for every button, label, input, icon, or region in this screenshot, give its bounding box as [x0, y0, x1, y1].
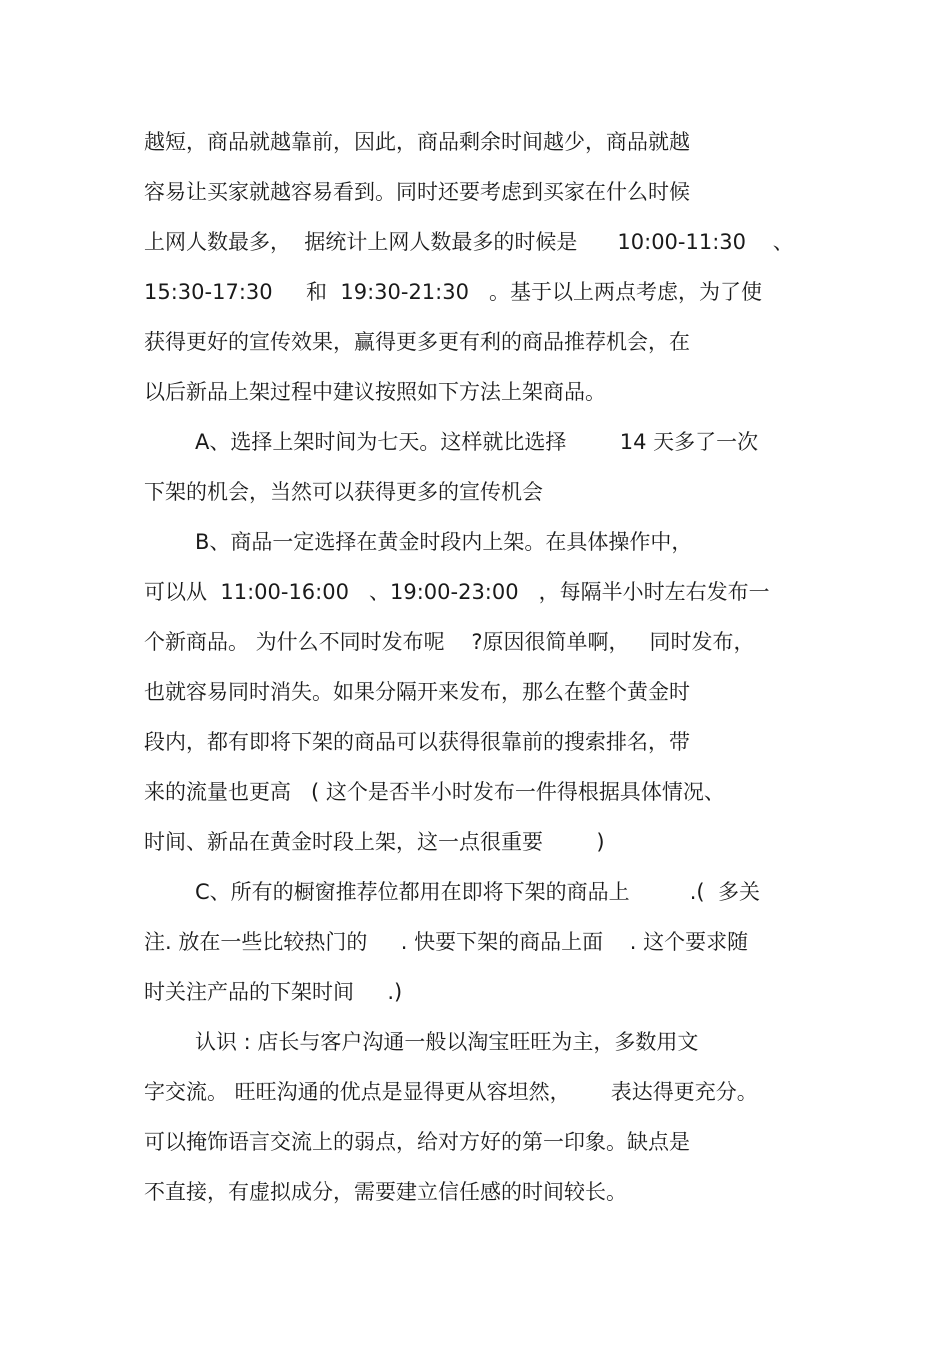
- text-line: 时关注产品的下架时间 .): [144, 980, 403, 1004]
- text-line: 也就容易同时消失。如果分隔开来发布，那么在整个黄金时: [144, 680, 690, 704]
- text-line: 可以掩饰语言交流上的弱点，给对方好的第一印象。缺点是: [144, 1130, 690, 1154]
- text-line: B、商品一定选择在黄金时段内上架。在具体操作中，: [195, 530, 693, 554]
- text-line: 不直接，有虚拟成分，需要建立信任感的时间较长。: [144, 1180, 627, 1204]
- text-line: 获得更好的宣传效果，赢得更多更有利的商品推荐机会，在: [144, 330, 690, 354]
- text-line: A、选择上架时间为七天。这样就比选择 14 天多了一次: [195, 430, 759, 454]
- text-line: 时间、新品在黄金时段上架，这一点很重要 ): [144, 830, 605, 854]
- text-line: 容易让买家就越容易看到。同时还要考虑到买家在什么时候: [144, 180, 690, 204]
- text-line: 可以从 11:00-16:00 、19:00-23:00 ，每隔半小时左右发布一: [144, 580, 770, 604]
- text-line: 来的流量也更高 ( 这个是否半小时发布一件得根据具体情况、: [144, 780, 725, 804]
- text-line: 15:30-17:30 和 19:30-21:30 。基于以上两点考虑，为了使: [144, 280, 762, 304]
- text-line: 下架的机会，当然可以获得更多的宣传机会: [144, 480, 543, 504]
- text-line: 以后新品上架过程中建议按照如下方法上架商品。: [144, 380, 606, 404]
- text-line: C、所有的橱窗推荐位都用在即将下架的商品上 .( 多关: [195, 880, 760, 904]
- text-line: 上网人数最多， 据统计上网人数最多的时候是 10:00-11:30 、: [144, 230, 794, 254]
- text-line: 个新商品。 为什么不同时发布呢 ?原因很简单啊， 同时发布，: [144, 630, 755, 654]
- text-line: 认识 : 店长与客户沟通一般以淘宝旺旺为主，多数用文: [195, 1030, 699, 1054]
- text-line: 越短，商品就越靠前，因此，商品剩余时间越少，商品就越: [144, 130, 690, 154]
- text-line: 注. 放在一些比较热门的 . 快要下架的商品上面 . 这个要求随: [144, 930, 749, 954]
- text-line: 字交流。 旺旺沟通的优点是显得更从容坦然， 表达得更充分。: [144, 1080, 758, 1104]
- text-line: 段内，都有即将下架的商品可以获得很靠前的搜索排名，带: [144, 730, 690, 754]
